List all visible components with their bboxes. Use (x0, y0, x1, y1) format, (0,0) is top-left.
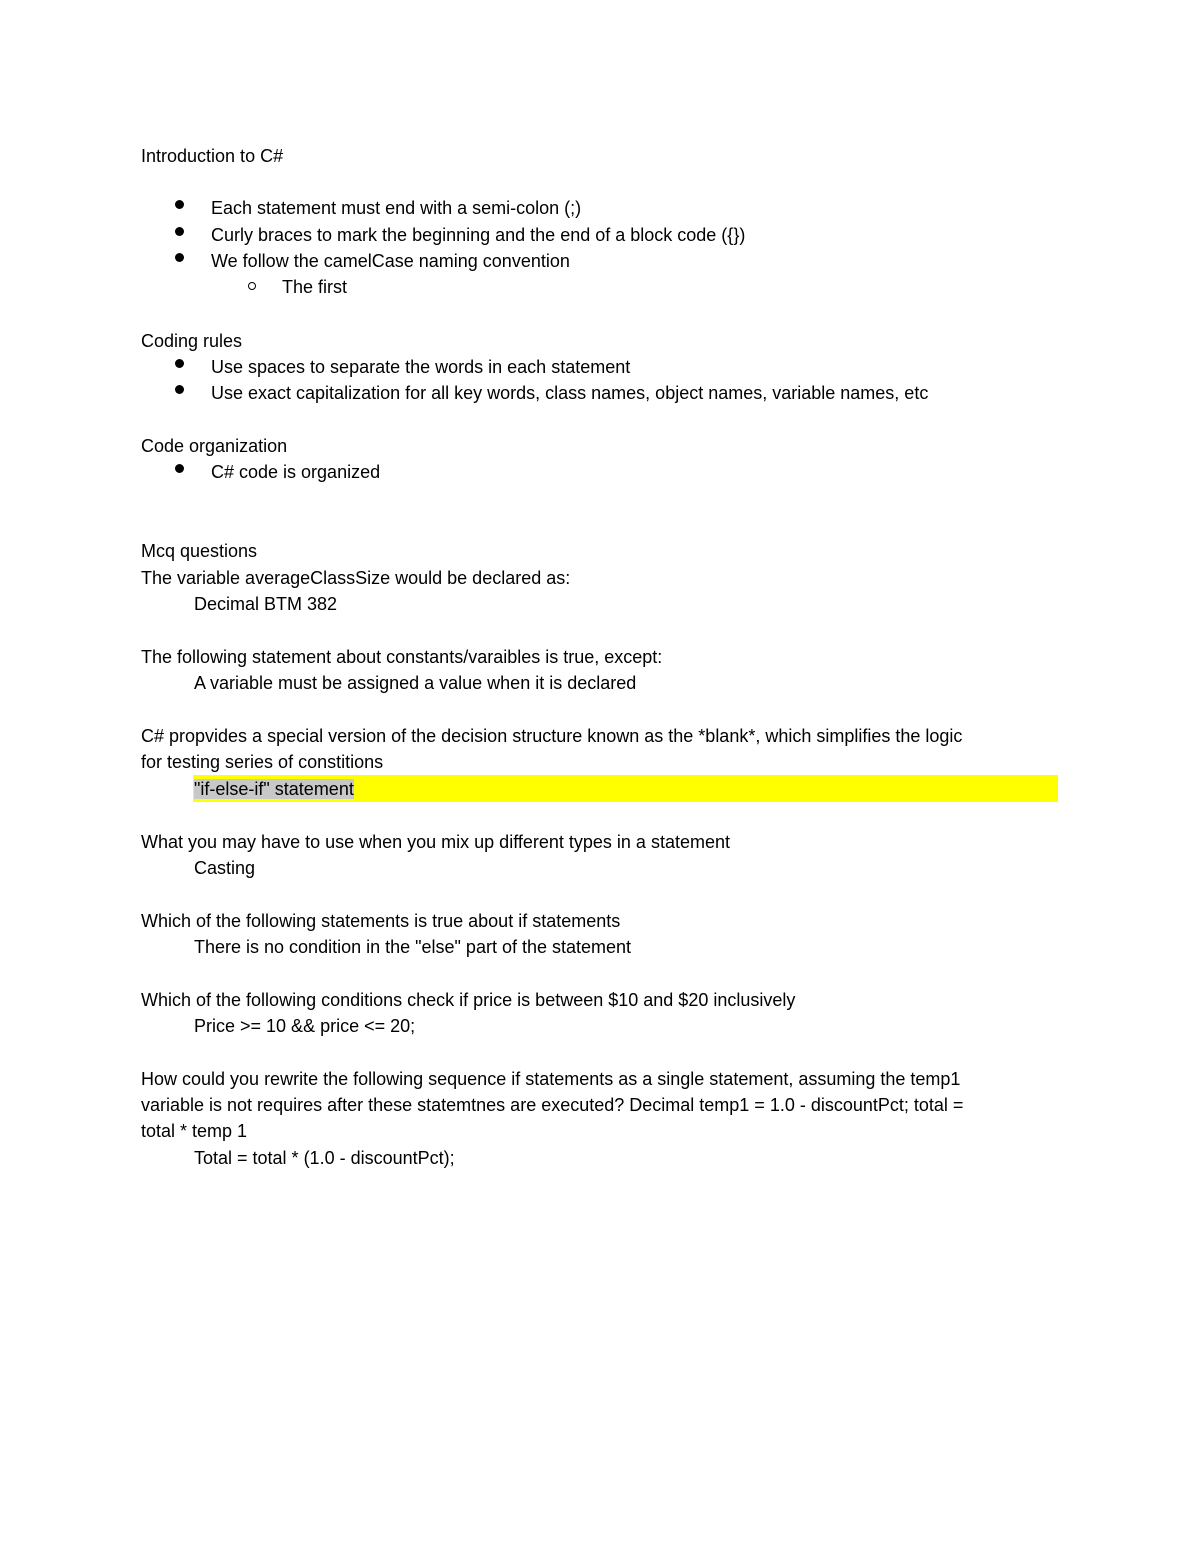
mcq-answer: Price >= 10 && price <= 20; (194, 1016, 416, 1036)
mcq-answer: There is no condition in the "else" part of the statement (194, 937, 632, 957)
mcq-answer: Decimal BTM 382 (194, 594, 338, 614)
mcq-question: How could you rewrite the following sequence if statements as a single statement, assuming the temp1 (141, 1069, 961, 1089)
bullet-item: Curly braces to mark the beginning and the end of a block code ({}) (211, 225, 746, 245)
mcq-question: C# propvides a special version of the decision structure known as the *blank*, which simplifies the logic (141, 726, 963, 746)
mcq-answer: A variable must be assigned a value when it is declared (194, 673, 637, 693)
heading-mcq-questions: Mcq questions (141, 541, 258, 561)
mcq-answer: Casting (194, 858, 256, 878)
mcq-question: Which of the following statements is true about if statements (141, 911, 621, 931)
mcq-question: What you may have to use when you mix up different types in a statement (141, 832, 730, 852)
heading-introduction: Introduction to C# (141, 146, 284, 166)
bullet-dot (175, 359, 184, 368)
gray-highlight-text: "if-else-if" statement (194, 779, 354, 799)
mcq-question-continued: for testing series of constitions (141, 752, 384, 772)
sub-bullet-circle (248, 282, 256, 290)
bullet-item: C# code is organized (211, 462, 381, 482)
mcq-question-continued: variable is not requires after these statemtnes are executed? Decimal temp1 = 1.0 - discountPct; total = (141, 1095, 964, 1115)
bullet-item: Use spaces to separate the words in each statement (211, 357, 631, 377)
bullet-item: We follow the camelCase naming convention (211, 251, 570, 271)
bullet-dot (175, 200, 184, 209)
mcq-question: Which of the following conditions check if price is between $10 and $20 inclusively (141, 990, 796, 1010)
bullet-item: Use exact capitalization for all key words, class names, object names, variable names, etc (211, 383, 929, 403)
mcq-question: The following statement about constants/varaibles is true, except: (141, 647, 663, 667)
heading-coding-rules: Coding rules (141, 331, 243, 351)
mcq-question-continued: total * temp 1 (141, 1121, 248, 1141)
bullet-dot (175, 253, 184, 262)
mcq-answer-highlighted (194, 776, 354, 802)
bullet-dot (175, 385, 184, 394)
sub-bullet-item: The first (282, 277, 348, 297)
heading-code-organization: Code organization (141, 436, 288, 456)
bullet-dot (175, 464, 184, 473)
mcq-question: The variable averageClassSize would be declared as: (141, 568, 571, 588)
mcq-answer: Total = total * (1.0 - discountPct); (194, 1148, 455, 1168)
bullet-dot (175, 227, 184, 236)
bullet-item: Each statement must end with a semi-colon (;) (211, 198, 582, 218)
